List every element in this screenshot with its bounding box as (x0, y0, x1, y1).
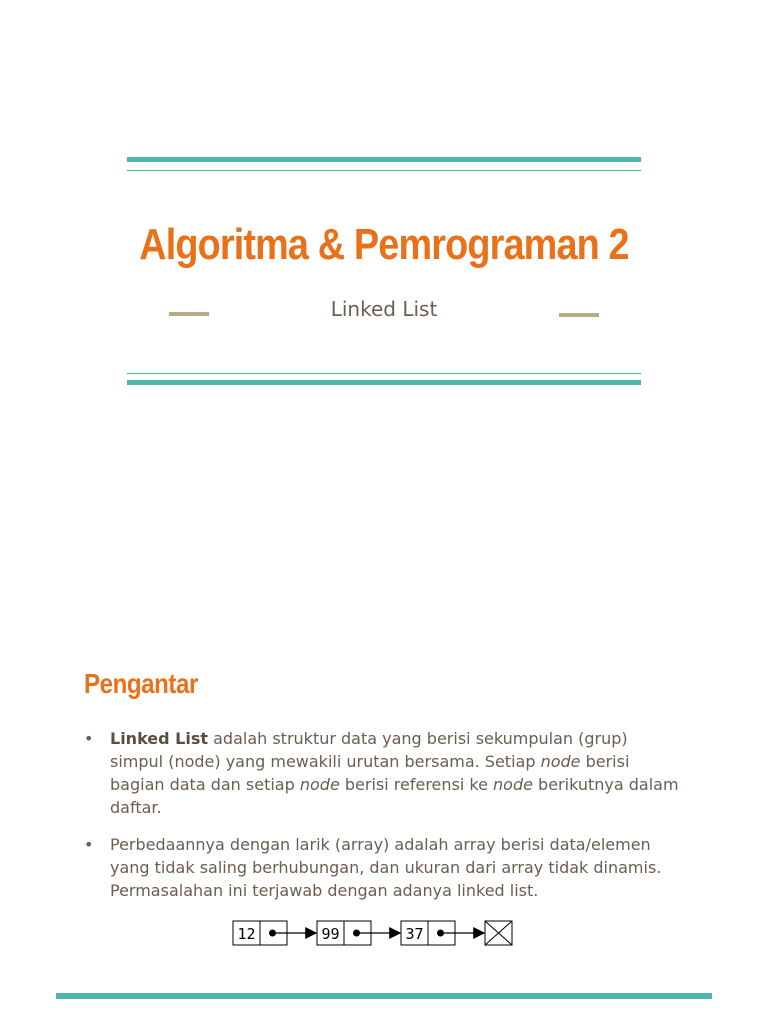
bullet1-text-4: berikutnya dalam daftar. (110, 775, 679, 817)
linked-list-diagram (228, 914, 518, 954)
term-linked-list: Linked List (110, 729, 209, 748)
section-heading: Pengantar (84, 668, 198, 699)
node-value: 37 (405, 925, 424, 943)
bullet-list (84, 727, 684, 916)
slide-title: Algoritma & Pemrograman 2 (139, 220, 629, 269)
bullet-marker: • (84, 835, 94, 854)
bullet-marker: • (84, 729, 94, 748)
list-node (401, 921, 484, 945)
footer-rule (56, 993, 712, 999)
bullet1-node-1: node (540, 752, 581, 771)
bullet-item-linked-list (84, 727, 684, 819)
bullet1-text-2: berisi bagian data dan setiap (110, 752, 630, 794)
list-node (233, 921, 316, 945)
bullet1-node-2: node (299, 775, 340, 794)
null-terminator-icon (485, 921, 512, 945)
bullet-item-array-difference (84, 833, 684, 902)
title-bottom-thin-rule (127, 373, 641, 374)
node-value: 12 (237, 925, 256, 943)
bullet1-node-3: node (493, 775, 533, 794)
subtitle-right-dash (559, 313, 599, 317)
title-top-thin-rule (127, 170, 641, 171)
bullet1-text-1: adalah struktur data yang berisi sekumpulan (grup) simpul (node) yang mewakili urutan bersama. Setiap (110, 729, 628, 771)
title-bottom-thick-rule (127, 380, 641, 385)
diagram-nodes (233, 921, 484, 945)
list-node (317, 921, 400, 945)
title-top-thick-rule (127, 157, 641, 162)
bullet1-text-3: berisi referensi ke (339, 775, 494, 794)
node-value: 99 (321, 925, 340, 943)
slide-subtitle: Linked List (330, 297, 438, 321)
bullet2-text: Perbedaannya dengan larik (array) adalah array berisi data/elemen yang tidak saling berhubungan, dan ukuran dari array tidak dinamis. Permasalahan ini terjawab dengan adanya linked list. (110, 835, 662, 900)
